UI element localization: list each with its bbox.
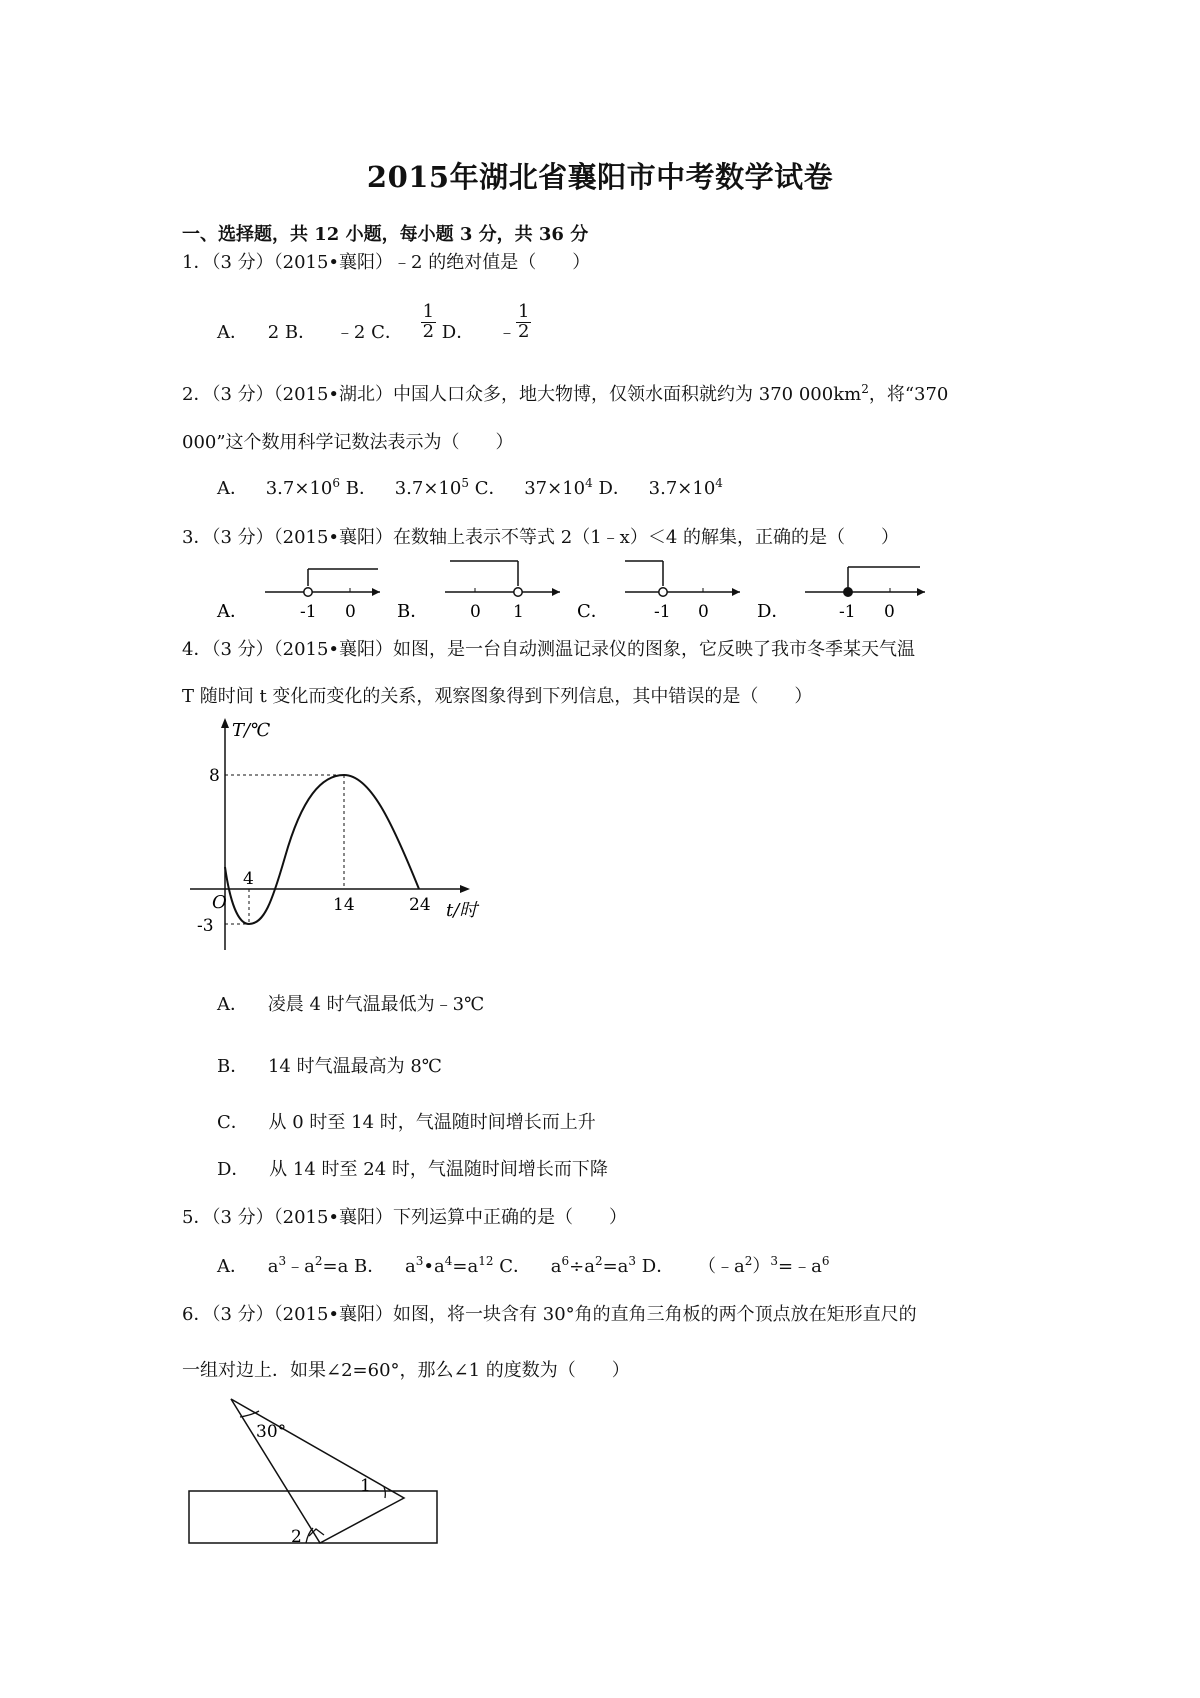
q2-stem-line1 <box>182 380 948 406</box>
q2-stem-sup: 2 <box>861 382 869 396</box>
q6-triangle <box>231 1399 404 1543</box>
q4-b-label: B． <box>217 1056 249 1077</box>
q4-b-text: 14 时气温最高为 8℃ <box>267 1056 442 1077</box>
q3-d-tick-1: -1 <box>839 602 856 622</box>
q2-c-value: 37×10 <box>524 478 586 499</box>
q3-c-label: C． <box>577 601 609 622</box>
q3-d-tick-2: 0 <box>884 602 895 622</box>
q3-b-tick-2: 1 <box>513 602 524 622</box>
q2-b-value: 3.7×10 <box>394 478 462 499</box>
q4-temperature-graph <box>180 712 500 962</box>
q4-option-c <box>217 1108 596 1134</box>
q1-b-value: ﹣2 <box>335 322 366 343</box>
q4-d-text: 从 14 时至 24 时，气温随时间增长而下降 <box>269 1159 608 1180</box>
q4-stem-line2: T 随时间 t 变化而变化的关系，观察图象得到下列信息，其中错误的是（ ） <box>182 686 813 707</box>
q1-a-label: A． <box>217 322 248 343</box>
q3-stem: 3．（3 分）（2015•襄阳）在数轴上表示不等式 2（1﹣x）＜4 的解集，正确的是（ ） <box>182 527 899 548</box>
q4-x-tick-24: 24 <box>409 895 431 915</box>
q6-stem-line2: 一组对边上．如果∠2=60°，那么∠1 的度数为（ ） <box>182 1360 630 1381</box>
q4-stem-line1: 4．（3 分）（2015•襄阳）如图，是一台自动测温记录仪的图象，它反映了我市冬季某天气温 <box>182 639 916 660</box>
q3-a-tick-1: -1 <box>300 602 317 622</box>
q4-c-label: C． <box>217 1112 249 1133</box>
q1-d-label: D． <box>441 322 475 343</box>
q2-c-exp: 4 <box>585 476 593 490</box>
q2-stem-text: 2．（3 分）（2015•湖北）中国人口众多，地大物博，仅领水面积就约为 370 000km <box>182 384 862 405</box>
q1-c-label: C． <box>371 322 403 343</box>
q4-x-tick-4: 4 <box>243 869 254 889</box>
q2-b-exp: 5 <box>461 476 469 490</box>
q2-a-label: A． <box>217 478 248 499</box>
q1-c-numerator: 1 <box>422 300 435 322</box>
q5-a-mid: ﹣a <box>286 1256 315 1277</box>
q5-c-end: =a <box>602 1256 629 1277</box>
q5-a-label: A． <box>217 1256 248 1277</box>
q1-d-sign: ﹣ <box>497 322 516 343</box>
q1-a-value: 2 <box>267 322 280 343</box>
q4-c-text: 从 0 时至 14 时，气温随时间增长而上升 <box>268 1112 596 1133</box>
section-heading: 一、选择题，共 12 小题，每小题 3 分，共 36 分 <box>182 224 589 245</box>
q5-c-exp2: 2 <box>594 1254 603 1268</box>
q4-origin-label: O <box>212 892 227 913</box>
q2-d-value: 3.7×10 <box>648 478 716 499</box>
q5-d-end: =﹣a <box>777 1256 822 1277</box>
q5-d-exp2: 3 <box>770 1254 778 1268</box>
q5-b-base: a <box>405 1256 416 1277</box>
q6-stem-line1: 6．（3 分）（2015•襄阳）如图，将一块含有 30°角的直角三角板的两个顶点放在矩形直尺的 <box>182 1304 917 1325</box>
q5-c-base: a <box>550 1256 562 1277</box>
q2-a-exp: 6 <box>332 476 340 490</box>
q1-stem: 1．（3 分）（2015•襄阳）﹣2 的绝对值是（ ） <box>182 252 591 273</box>
q2-stem-end: ，将“370 <box>868 384 949 405</box>
q5-a-exp1: 3 <box>278 1254 287 1268</box>
q4-x-axis-label: t/时 <box>446 900 478 921</box>
q2-d-exp: 4 <box>715 476 723 490</box>
q1-d-fraction <box>516 300 531 342</box>
q3-a-tick-2: 0 <box>345 602 356 622</box>
q3-d-number-line <box>805 567 925 622</box>
q4-y-axis-label: T/℃ <box>232 720 271 741</box>
q3-c-number-line <box>625 561 740 622</box>
q3-b-label: B． <box>397 601 429 622</box>
q3-b-tick-1: 0 <box>470 602 481 622</box>
q4-option-d <box>217 1155 608 1181</box>
q5-c-exp3: 3 <box>628 1254 637 1268</box>
q4-d-label: D． <box>217 1159 250 1180</box>
q1-d-numerator: 1 <box>517 300 530 322</box>
q5-options <box>217 1252 829 1278</box>
q6-triangle-ruler-figure <box>180 1395 460 1565</box>
q5-b-exp2: 4 <box>444 1254 453 1268</box>
q5-d-exp1: 2 <box>744 1254 753 1268</box>
q3-d-label: D． <box>757 601 790 622</box>
q2-b-label: B． <box>345 478 377 499</box>
q5-a-end: =a <box>322 1256 349 1277</box>
q5-b-mid: •a <box>423 1256 445 1277</box>
q6-angle-2-label: 2 <box>291 1527 302 1547</box>
q4-option-a <box>217 990 484 1016</box>
q2-stem-line2: 000”这个数用科学记数法表示为（ ） <box>182 432 514 453</box>
q4-a-text: 凌晨 4 时气温最低为﹣3℃ <box>267 994 485 1015</box>
q5-b-exp3: 12 <box>478 1254 494 1268</box>
q2-options <box>217 474 723 500</box>
q6-angle-1-label: 1 <box>360 1476 371 1496</box>
q5-d-exp3: 6 <box>821 1254 830 1268</box>
q5-a-exp2: 2 <box>314 1254 323 1268</box>
q4-a-label: A． <box>217 994 248 1015</box>
page-title: 2015年湖北省襄阳市中考数学试卷 <box>366 160 834 194</box>
q5-d-open: （﹣a <box>697 1256 745 1277</box>
q4-y-tick-8: 8 <box>209 766 220 786</box>
q5-c-exp1: 6 <box>561 1254 570 1268</box>
q2-d-label: D． <box>598 478 631 499</box>
q5-b-end: =a <box>452 1256 479 1277</box>
q3-a-number-line <box>265 569 380 622</box>
q3-number-lines <box>200 555 960 625</box>
q5-b-exp1: 3 <box>415 1254 424 1268</box>
q1-b-label: B． <box>284 322 317 343</box>
q5-b-label: B． <box>354 1256 386 1277</box>
q1-d-denominator: 2 <box>517 320 530 342</box>
q1-c-fraction <box>421 300 436 342</box>
q4-temperature-curve <box>225 775 419 924</box>
q2-a-value: 3.7×10 <box>265 478 333 499</box>
q2-c-label: C． <box>474 478 507 499</box>
q4-x-tick-14: 14 <box>333 895 355 915</box>
q5-c-label: C． <box>499 1256 532 1277</box>
q1-c-denominator: 2 <box>422 320 435 342</box>
q5-a-base: a <box>267 1256 279 1277</box>
q5-d-label: D． <box>641 1256 675 1277</box>
q5-d-close: ） <box>752 1256 771 1277</box>
q4-y-tick-neg3: -3 <box>197 916 214 936</box>
q6-angle-30-label: 30° <box>256 1422 287 1442</box>
q4-option-b <box>217 1052 442 1078</box>
q3-a-label: A． <box>217 601 248 622</box>
q3-b-number-line <box>445 561 560 622</box>
q1-options <box>217 300 531 344</box>
q3-c-tick-2: 0 <box>698 602 709 622</box>
q5-c-mid: ÷a <box>569 1256 595 1277</box>
q5-stem: 5．（3 分）（2015•襄阳）下列运算中正确的是（ ） <box>182 1207 628 1228</box>
q3-c-tick-1: -1 <box>654 602 671 622</box>
q6-ruler <box>189 1491 437 1543</box>
